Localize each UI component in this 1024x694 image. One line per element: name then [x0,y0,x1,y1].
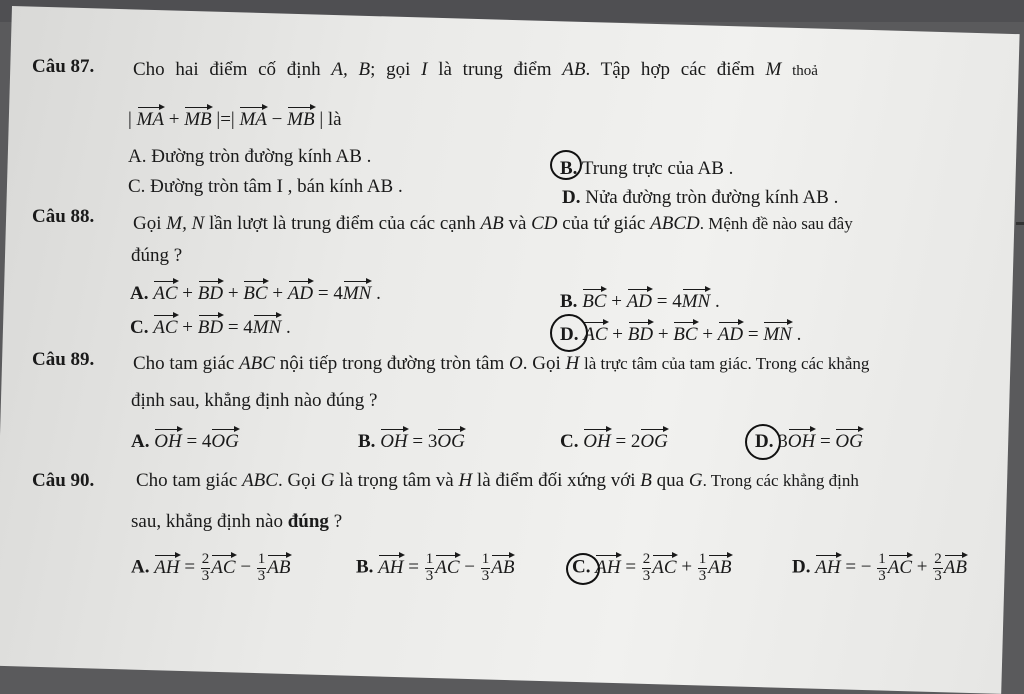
q87-condition: | MA + MB |=| MA − MB | là [128,109,342,130]
q89-option-d: D. 3OH = OG [755,431,863,452]
page-edge-mark [1016,222,1024,225]
q88-option-a: A. AC + BD + BC + AD = 4MN . [130,283,381,304]
q88-label: Câu 88. [32,206,95,227]
q88-option-d: D. AC + BD + BC + AD = MN . [560,324,802,345]
q87-label: Câu 87. [32,56,95,77]
q90-stem-line2: sau, khẳng định nào đúng ? [131,511,343,532]
q88-stem: Gọi M, N lần lượt là trung điểm của các cạnh AB và CD của tứ giác ABCD. Mệnh đề nào sau đây [133,213,853,234]
q87-option-b: B. Trung trực của AB . [560,158,734,179]
answer-circle-mark [550,314,588,352]
q87-option-a: A. Đường tròn đường kính AB . [128,146,372,167]
q88-option-c: C. AC + BD = 4MN . [130,317,291,338]
q90-option-d: D. AH = − $\frac{1}{3}$ AC + $\frac{2}{3}$ AB [792,551,967,584]
q88-stem-line2: đúng ? [131,245,183,266]
q89-option-b: B. OH = 3OG [358,431,465,452]
q87-stem: Cho hai điểm cố định A, B; gọi I là trung điểm AB. Tập hợp các điểm M thoả [133,59,818,80]
q90-option-c: C. AH = $\frac{2}{3}$ AC + $\frac{1}{3}$ AB [572,551,732,584]
q90-option-a: A. AH = $\frac{2}{3}$ AC − $\frac{1}{3}$ AB [131,551,291,584]
q90-stem: Cho tam giác ABC. Gọi G là trọng tâm và H là điểm đối xứng với B qua G. Trong các khẳng định [136,470,859,491]
q89-label: Câu 89. [32,349,95,370]
q89-option-c: C. OH = 2OG [560,431,668,452]
q88-option-b: B. BC + AD = 4MN . [560,291,720,312]
q89-option-a: A. OH = 4OG [131,431,239,452]
q90-option-b: B. AH = $\frac{1}{3}$ AC − $\frac{1}{3}$ AB [356,551,515,584]
answer-circle-mark [550,150,582,180]
q87-option-c: C. Đường tròn tâm I , bán kính AB . [128,176,403,197]
q89-stem-line2: định sau, khẳng định nào đúng ? [131,390,378,411]
answer-circle-mark [745,424,781,460]
q87-option-d: D. Nửa đường tròn đường kính AB . [562,187,839,208]
q89-stem: Cho tam giác ABC nội tiếp trong đường tròn tâm O. Gọi H là trực tâm của tam giác. Trong các khẳng [133,353,870,374]
answer-circle-mark [566,553,600,585]
q90-label: Câu 90. [32,470,95,491]
